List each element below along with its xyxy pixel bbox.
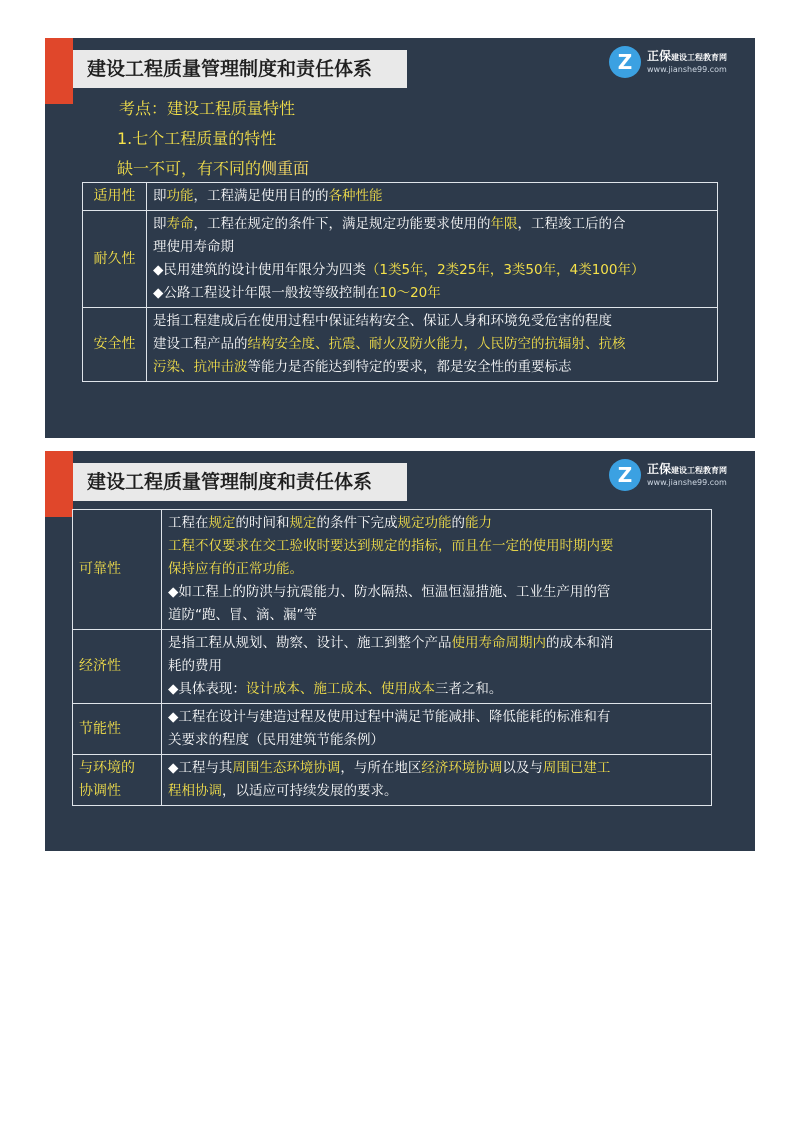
text-segment: 是指工程建成后在使用过程中保证结构安全、保证人身和环境免受危害的程度: [153, 313, 612, 329]
description-line: [153, 333, 711, 356]
text-segment: 等能力是否能达到特定的要求，都是安全性的重要标志: [247, 359, 572, 375]
description-line: [153, 259, 711, 282]
description-line: [168, 581, 705, 604]
quality-row: [83, 308, 718, 382]
heading-block: [117, 94, 309, 184]
description-line: [168, 706, 705, 729]
quality-row: [73, 510, 712, 630]
text-segment: ，以适应可持续发展的要求。: [222, 783, 398, 799]
text-segment: 即: [153, 188, 167, 204]
quality-name: 经济性: [73, 630, 162, 704]
quality-description: [162, 755, 712, 806]
text-segment: 的时间和: [235, 515, 290, 531]
description-line: [168, 655, 705, 678]
description-line: [153, 356, 711, 379]
quality-name: 可靠性: [73, 510, 162, 630]
description-line: [168, 632, 705, 655]
highlighted-text: 能力: [465, 515, 492, 531]
highlighted-text: （1类5年，2类25年，3类50年，4类100年）: [365, 262, 645, 278]
quality-row: [83, 211, 718, 308]
quality-description: [162, 510, 712, 630]
text-segment: 关要求的程度（民用建筑节能条例）: [168, 732, 384, 748]
quality-description: [147, 183, 718, 211]
text-segment: ◆如工程上的防洪与抗震能力、防水隔热、恒温恒湿措施、工业生产用的管: [168, 584, 611, 600]
quality-name: 耐久性: [83, 211, 147, 308]
logo-icon: Z: [609, 46, 641, 78]
text-segment: 耗的费用: [168, 658, 222, 674]
highlighted-text: 规定: [208, 515, 236, 531]
text-segment: 是指工程从规划、勘察、设计、施工到整个产品: [168, 635, 452, 651]
highlighted-text: 工程不仅要求在交工验收时要达到规定的指标，而且在一定的使用时期内要: [168, 538, 614, 554]
highlighted-text: 功能: [166, 188, 194, 204]
logo-name-sub: 建设工程教育网: [671, 466, 728, 475]
description-line: [168, 604, 705, 627]
quality-row: [83, 183, 718, 211]
text-segment: 道防“跑、冒、滴、漏”等: [168, 607, 317, 623]
quality-description: [147, 308, 718, 382]
text-segment: ，工程在规定的条件下，满足规定功能要求使用的: [193, 216, 491, 232]
description-line: [153, 236, 711, 259]
text-segment: ◆工程与其: [168, 760, 233, 776]
quality-name: 安全性: [83, 308, 147, 382]
quality-table-2: [72, 509, 712, 806]
heading-note-emphasis: 侧重面: [261, 159, 310, 178]
text-segment: ，工程满足使用目的的: [193, 188, 329, 204]
description-line: [168, 757, 705, 780]
quality-table-1: [82, 182, 718, 382]
description-line: [168, 729, 705, 752]
text-segment: ，与所在地区: [340, 760, 422, 776]
text-segment: 三者之和。: [434, 681, 503, 697]
heading-note: [117, 154, 309, 184]
brand-logo: [607, 459, 752, 495]
highlighted-text: 结构安全度、抗震、耐火及防火能力，人民防空的抗辐射、抗核: [247, 336, 626, 352]
heading-subtopic: 1.七个工程质量的特性: [117, 129, 277, 148]
text-segment: 以及与: [502, 760, 543, 776]
text-segment: ，工程竣工后的合: [517, 216, 626, 232]
text-segment: ◆工程在设计与建造过程及使用过程中满足节能减排、降低能耗的标准和有: [168, 709, 611, 725]
logo-name: [647, 47, 727, 64]
quality-name: [73, 755, 162, 806]
quality-name-line: 协调性: [79, 783, 121, 799]
description-line: [153, 282, 711, 305]
description-line: [153, 185, 711, 208]
text-segment: ◆具体表现：: [168, 681, 246, 697]
logo-name-sub: 建设工程教育网: [671, 53, 728, 62]
text-segment: 的条件下完成: [316, 515, 398, 531]
description-line: [153, 213, 711, 236]
text-segment: 工程在: [168, 515, 209, 531]
logo-icon: Z: [609, 459, 641, 491]
text-segment: 即: [153, 216, 167, 232]
highlighted-text: 寿命: [166, 216, 194, 232]
slide-title: 建设工程质量管理制度和责任体系: [73, 463, 407, 501]
logo-name: [647, 460, 727, 477]
text-segment: ◆公路工程设计年限一般按等级控制在: [153, 285, 380, 301]
slide-2: [45, 451, 755, 851]
highlighted-text: 保持应有的正常功能。: [168, 561, 303, 577]
title-accent-bar: [45, 451, 73, 517]
heading-topic: 考点：建设工程质量特性: [119, 99, 296, 118]
logo-name-main: 正保: [647, 462, 672, 476]
quality-row: [73, 755, 712, 806]
description-line: [168, 780, 705, 803]
quality-description: [147, 211, 718, 308]
highlighted-text: 污染、抗冲击波: [153, 359, 248, 375]
logo-name-main: 正保: [647, 49, 672, 63]
text-segment: ◆民用建筑的设计使用年限分为四类: [153, 262, 366, 278]
brand-logo: [607, 46, 752, 82]
highlighted-text: 规定功能: [397, 515, 452, 531]
slide-title: 建设工程质量管理制度和责任体系: [73, 50, 407, 88]
text-segment: 理使用寿命期: [153, 239, 234, 255]
description-line: [153, 310, 711, 333]
logo-url: www.jianshe99.com: [647, 478, 727, 487]
text-segment: 的: [451, 515, 465, 531]
highlighted-text: 设计成本、施工成本、使用成本: [245, 681, 435, 697]
text-segment: 的成本和消: [546, 635, 614, 651]
quality-description: [162, 704, 712, 755]
highlighted-text: 周围已建工: [542, 760, 611, 776]
title-accent-bar: [45, 38, 73, 104]
quality-name: 适用性: [83, 183, 147, 211]
quality-row: [73, 630, 712, 704]
description-line: [168, 558, 705, 581]
heading-note-text: 缺一不可，有不同的: [117, 159, 262, 178]
text-segment: 建设工程产品的: [153, 336, 248, 352]
highlighted-text: 10～20年: [379, 285, 441, 301]
highlighted-text: 程相协调: [168, 783, 222, 799]
quality-name: 节能性: [73, 704, 162, 755]
highlighted-text: 年限: [490, 216, 518, 232]
highlighted-text: 使用寿命周期内: [451, 635, 546, 651]
description-line: [168, 535, 705, 558]
quality-description: [162, 630, 712, 704]
slide-1: [45, 38, 755, 438]
logo-url: www.jianshe99.com: [647, 65, 727, 74]
quality-name-line: 与环境的: [79, 760, 135, 776]
description-line: [168, 512, 705, 535]
highlighted-text: 规定: [289, 515, 317, 531]
highlighted-text: 周围生态环境协调: [232, 760, 341, 776]
quality-row: [73, 704, 712, 755]
description-line: [168, 678, 705, 701]
highlighted-text: 各种性能: [328, 188, 383, 204]
highlighted-text: 经济环境协调: [421, 760, 503, 776]
